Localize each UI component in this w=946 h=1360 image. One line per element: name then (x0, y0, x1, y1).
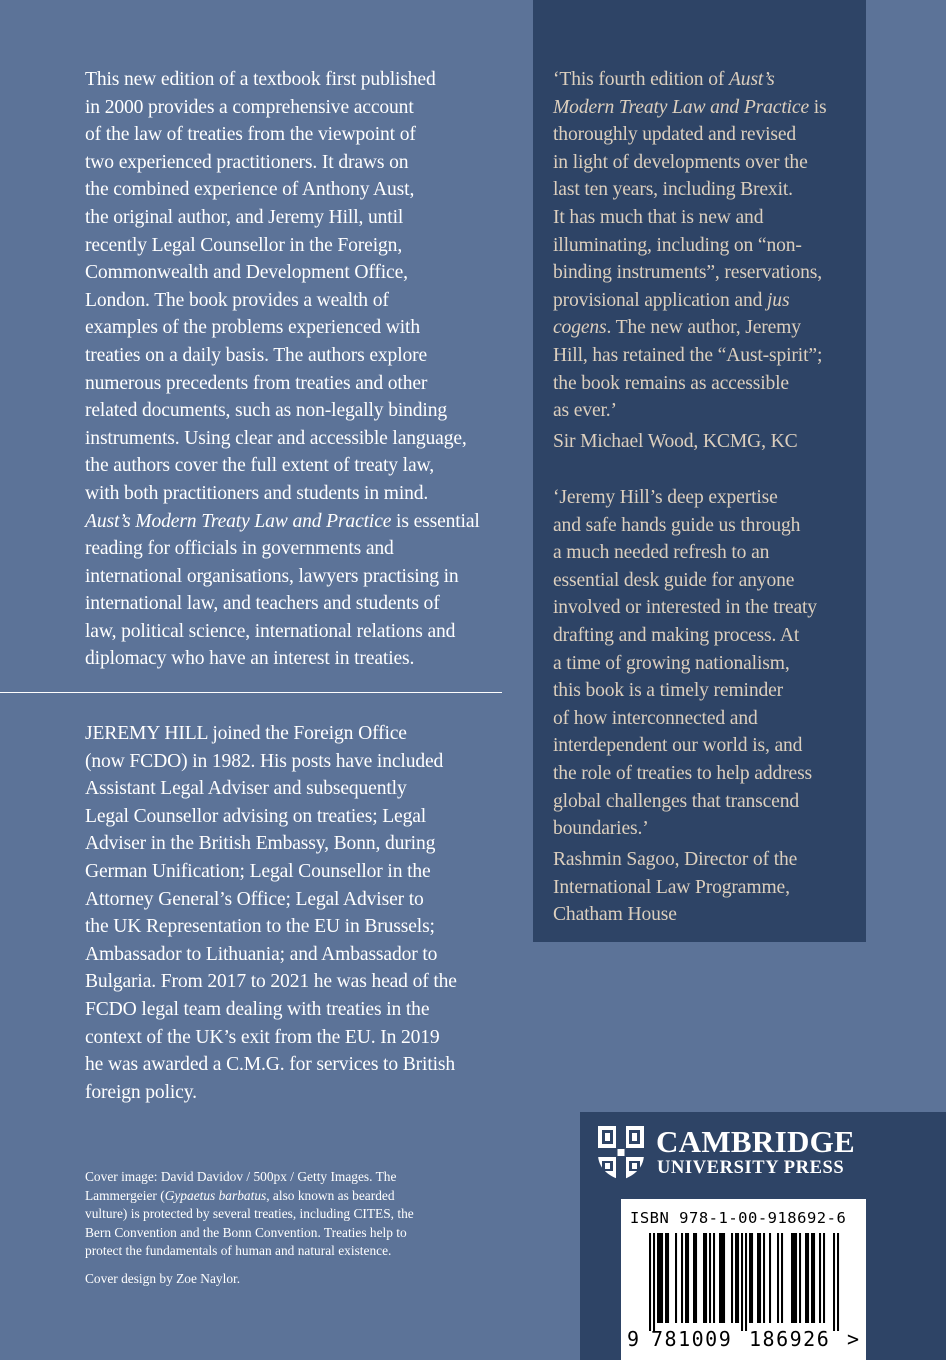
barcode-bar (665, 1233, 667, 1323)
barcode-bar (661, 1233, 663, 1323)
barcode-bar (781, 1233, 783, 1323)
barcode-bar (819, 1233, 821, 1323)
barcode-bar (721, 1233, 723, 1323)
book-title-italic: Aust’s Modern Treaty Law and Practice (85, 510, 392, 532)
section-divider (0, 692, 502, 693)
barcode-bar (791, 1233, 793, 1323)
barcode-bar (793, 1233, 795, 1323)
quote-italic: Aust’s (728, 69, 775, 90)
barcode-bar (749, 1233, 751, 1323)
barcode-bar (805, 1233, 807, 1323)
barcode-bar (751, 1233, 753, 1323)
barcode-bar (757, 1233, 759, 1323)
barcode-bar (713, 1233, 715, 1323)
barcode-bar (693, 1233, 695, 1323)
credit-line: Bern Convention and the Bonn Convention. Treaties help to (85, 1224, 407, 1240)
bio-line: context of the UK’s exit from the EU. In 2019 (85, 1026, 440, 1048)
bio-line: JEREMY HILL joined the Foreign Office (85, 723, 407, 744)
quote-line: last ten years, including Brexit. (553, 179, 793, 201)
desc-line: Commonwealth and Development Office, (85, 262, 408, 284)
barcode-bar (735, 1233, 737, 1323)
barcode-bar (759, 1233, 761, 1323)
desc-line: the authors cover the full extent of treaty law, (85, 455, 434, 477)
barcode-bar (685, 1233, 687, 1323)
desc-line: numerous precedents from treaties and other (85, 372, 428, 394)
barcode-bar (741, 1233, 743, 1331)
desc-line: instruments. Using clear and accessible language, (85, 427, 467, 449)
barcode-bar (675, 1233, 677, 1323)
endorsement-quote-1 (553, 66, 853, 425)
barcode-bar (653, 1233, 655, 1331)
barcode-bar (807, 1233, 809, 1323)
desc-line: law, political science, international relations and (85, 620, 456, 642)
credit-line: , also known as bearded (266, 1187, 395, 1203)
book-description (85, 66, 503, 673)
bio-line: Legal Counsellor advising on treaties; Legal (85, 805, 427, 827)
endorsements-panel (533, 0, 866, 942)
barcode-bar (823, 1233, 825, 1323)
barcode-bar (737, 1233, 739, 1323)
barcode-bar (687, 1233, 689, 1323)
bio-line: Bulgaria. From 2017 to 2021 he was head of the (85, 971, 457, 993)
quote-line: interdependent our world is, and (553, 735, 803, 757)
desc-line: international law, and teachers and students of (85, 593, 440, 615)
barcode-bar (745, 1233, 747, 1331)
endorsement-attribution-2 (553, 846, 853, 929)
barcode-suffix: > (847, 1327, 860, 1351)
barcode-digit-group-2: 186926 (749, 1327, 831, 1351)
publisher-name (656, 1126, 855, 1178)
quote-line: in light of developments over the (553, 151, 808, 173)
barcode-bar (703, 1233, 705, 1323)
desc-line: examples of the problems experienced with (85, 317, 420, 339)
barcode-bar (811, 1233, 813, 1323)
barcode-bar (777, 1233, 779, 1323)
isbn-text: ISBN 978-1-00-918692-6 (630, 1209, 847, 1227)
desc-line: This new edition of a textbook first published (85, 69, 436, 90)
quote-line: as ever.’ (553, 400, 617, 422)
quote-italic: jus (767, 289, 790, 311)
barcode-bar (723, 1233, 725, 1323)
barcode-bar (709, 1233, 711, 1323)
author-bio (85, 720, 503, 1106)
barcode-bar (695, 1233, 697, 1323)
quote-line: involved or interested in the treaty (553, 597, 817, 619)
desc-line: recently Legal Counsellor in the Foreign, (85, 234, 403, 256)
desc-line: diplomacy who have an interest in treaties. (85, 648, 415, 670)
desc-line: international organisations, lawyers practising in (85, 565, 459, 587)
quote-line: of how interconnected and (553, 707, 758, 729)
barcode-bar (731, 1233, 733, 1323)
desc-line: the combined experience of Anthony Aust, (85, 179, 415, 201)
barcode-bar (795, 1233, 797, 1323)
bio-line: Adviser in the British Embassy, Bonn, during (85, 833, 436, 855)
quote-line: essential desk guide for anyone (553, 569, 795, 591)
desc-line: with both practitioners and students in mind. (85, 482, 429, 504)
isbn-barcode (621, 1199, 866, 1360)
desc-line: in 2000 provides a comprehensive account (85, 96, 414, 118)
description-text (85, 66, 503, 673)
bio-line: Ambassador to Lithuania; and Ambassador to (85, 943, 438, 965)
desc-line: reading for officials in governments and (85, 538, 394, 560)
barcode-digit-group-1: 781009 (651, 1327, 733, 1351)
quote-line: global challenges that transcend (553, 790, 800, 812)
desc-line: London. The book provides a wealth of (85, 289, 389, 311)
quote-line: ‘Jeremy Hill’s deep expertise (553, 487, 778, 508)
barcode-bar (705, 1233, 707, 1323)
bio-line: foreign policy. (85, 1081, 197, 1103)
quote-italic: Modern Treaty Law and Practice (553, 96, 809, 118)
credit-line: protect the fundamentals of human and natural existence. (85, 1243, 392, 1259)
credit-line: Lammergeier ( (85, 1187, 165, 1203)
desc-line: related documents, such as non-legally binding (85, 400, 448, 422)
barcode-bar (719, 1233, 721, 1323)
attribution-line: Chatham House (553, 904, 677, 926)
quote-italic: cogens (553, 317, 607, 339)
bio-line: German Unification; Legal Counsellor in the (85, 860, 431, 882)
quote-line: a much needed refresh to an (553, 542, 770, 564)
quote-line: boundaries.’ (553, 818, 649, 840)
design-credit: Cover design by Zoe Naylor. (85, 1270, 241, 1286)
quote-line: binding instruments”, reservations, (553, 262, 823, 284)
barcode-bar (657, 1233, 659, 1323)
quote-line: illuminating, including on “non- (553, 234, 802, 256)
barcode-bars (629, 1233, 859, 1331)
bio-line: (now FCDO) in 1982. His posts have included (85, 750, 444, 772)
cover-credits (85, 1168, 485, 1298)
barcode-bar (763, 1233, 765, 1323)
bio-line: Attorney General’s Office; Legal Adviser to (85, 888, 424, 910)
desc-line: the original author, and Jeremy Hill, until (85, 206, 404, 228)
barcode-bar (769, 1233, 771, 1323)
publisher-name-line1: CAMBRIDGE (656, 1124, 856, 1159)
quote-line: ‘This fourth edition of (553, 69, 729, 90)
publisher-name-line2: UNIVERSITY PRESS (657, 1158, 845, 1178)
barcode-bar (799, 1233, 801, 1323)
barcode-bar (649, 1233, 651, 1331)
quote-line: thoroughly updated and revised (553, 124, 797, 146)
desc-line: is essential (391, 510, 480, 532)
species-name: Gypaetus barbatus (164, 1187, 267, 1203)
quote-line: . The new author, Jeremy (606, 317, 801, 339)
desc-line: treaties on a daily basis. The authors explore (85, 344, 428, 366)
quote-line: and safe hands guide us through (553, 514, 801, 536)
bio-line: he was awarded a C.M.G. for services to British (85, 1054, 456, 1076)
quote-line: is (809, 96, 827, 118)
quote-line: a time of growing nationalism, (553, 652, 790, 674)
attribution-line: Rashmin Sagoo, Director of the (553, 849, 798, 870)
bio-line: the UK Representation to the EU in Brussels; (85, 916, 435, 938)
desc-line: two experienced practitioners. It draws on (85, 151, 409, 173)
credit-line: Cover image: David Davidov / 500px / Getty Images. The (85, 1169, 397, 1184)
barcode-bar (813, 1233, 815, 1323)
bio-line: FCDO legal team dealing with treaties in the (85, 998, 430, 1020)
desc-line: of the law of treaties from the viewpoint of (85, 124, 416, 146)
quote-line: this book is a timely reminder (553, 680, 784, 702)
barcode-prefix-digit: 9 (627, 1327, 640, 1351)
quote-line: the book remains as accessible (553, 372, 789, 394)
barcode-bar (667, 1233, 669, 1323)
endorsement-attribution-1: Sir Michael Wood, KCMG, KC (553, 431, 798, 452)
quote-line: Hill, has retained the “Aust-spirit”; (553, 344, 823, 366)
barcode-bar (833, 1233, 835, 1331)
barcode-bar (659, 1233, 661, 1323)
bio-line: Assistant Legal Adviser and subsequently (85, 778, 407, 800)
image-credit (85, 1168, 485, 1261)
cambridge-shield-icon (596, 1124, 646, 1182)
endorsement-quote-2 (553, 484, 853, 843)
attribution-line: International Law Programme, (553, 876, 790, 898)
quote-line: drafting and making process. At (553, 624, 800, 646)
quote-line: provisional application and (553, 289, 768, 311)
barcode-bar (681, 1233, 683, 1323)
quote-line: the role of treaties to help address (553, 762, 813, 784)
barcode-bar (837, 1233, 839, 1331)
quote-line: It has much that is new and (553, 206, 764, 228)
credit-line: vulture) is protected by several treaties, including CITES, the (85, 1206, 414, 1222)
